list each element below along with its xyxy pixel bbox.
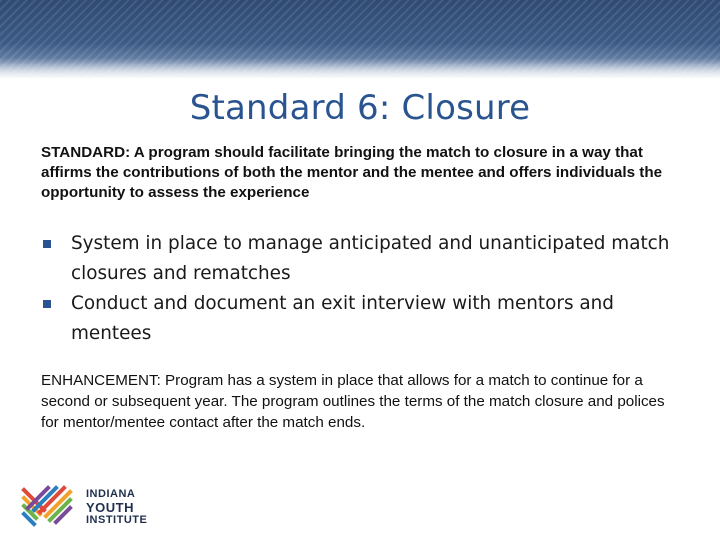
indiana-youth-institute-logo <box>20 484 160 530</box>
logo-mark-icon <box>20 484 76 530</box>
standard-text: STANDARD: A program should facilitate bringing the match to closure in a way that affirms the contributions of both the mentor and the mentee and offers individuals the opportunity to assess the experience <box>41 144 663 201</box>
bullet-text: System in place to manage anticipated and unanticipated match closures and rematches <box>71 233 670 284</box>
enhancement-text: ENHANCEMENT: Program has a system in place that allows for a match to continue for a second or subsequent year. The program outlines the terms of the match closure and polices for mentor/mentee contact after the match ends. <box>41 372 665 431</box>
bullet-text: Conduct and document an exit interview with mentors and mentees <box>71 293 614 344</box>
logo-text-line2: YOUTH <box>86 500 134 515</box>
bullet-list <box>41 229 691 349</box>
header-banner <box>0 0 720 78</box>
logo-text-line3: INSTITUTE <box>86 514 148 526</box>
square-bullet-icon <box>43 300 51 308</box>
bullet-item <box>41 229 691 289</box>
slide-title: Standard 6: Closure <box>189 88 531 128</box>
logo-text-line1: INDIANA <box>86 488 136 500</box>
square-bullet-icon <box>43 240 51 248</box>
bullet-item <box>41 289 691 349</box>
